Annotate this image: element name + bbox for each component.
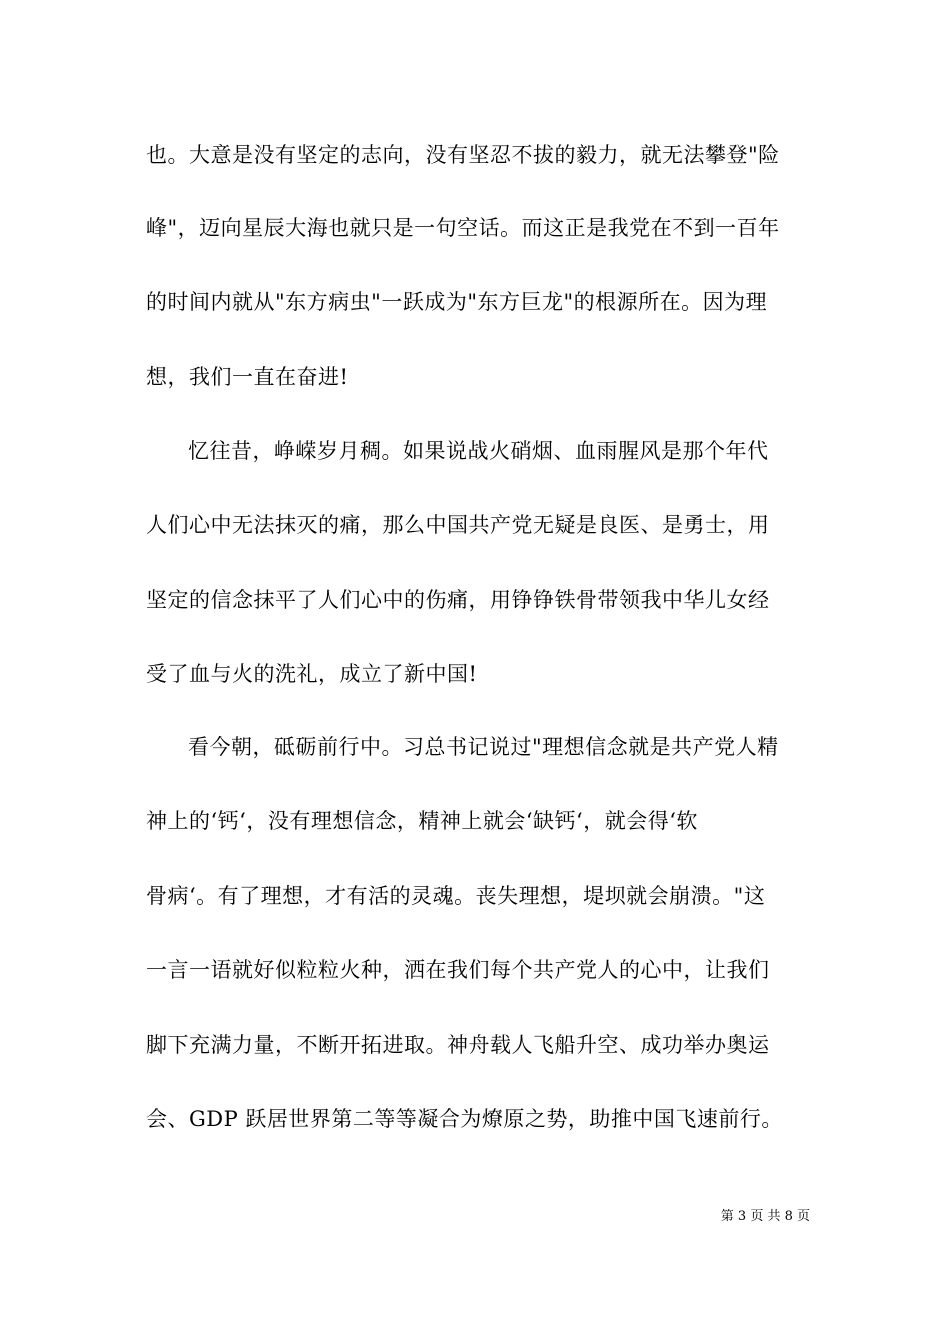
text-line: 一言一语就好似粒粒火种，洒在我们每个共产党人的心中，让我们 — [146, 958, 770, 982]
text-line: 峰"，迈向星辰大海也就只是一句空话。而这正是我党在不到一百年 — [146, 216, 780, 240]
page-number-footer: 第 3 页 共 8 页 — [720, 1209, 810, 1224]
paragraph-first-line: 看今朝，砥砺前行中。习总书记说过"理想信念就是共产党人精 — [188, 735, 779, 759]
text-line: 受了血与火的洗礼，成立了新中国! — [146, 662, 478, 686]
text-line: 人们心中无法抹灭的痛，那么中国共产党无疑是良医、是勇士，用 — [146, 513, 770, 537]
text-line: 坚定的信念抹平了人们心中的伤痛，用铮铮铁骨带领我中华儿女经 — [146, 588, 770, 612]
text-line: 的时间内就从"东方病虫"一跃成为"东方巨龙"的根源所在。因为理 — [146, 290, 768, 314]
paragraph-first-line: 忆往昔，峥嵘岁月稠。如果说战火硝烟、血雨腥风是那个年代 — [188, 439, 769, 463]
text-line: 想，我们一直在奋进! — [146, 365, 349, 389]
text-line: 神上的‘钙‘，没有理想信念，精神上就会‘缺钙‘，就会得‘软 — [146, 809, 698, 833]
text-line: 脚下充满力量，不断开拓进取。神舟载人飞船升空、成功举办奥运 — [146, 1033, 770, 1057]
text-line: 会、GDP 跃居世界第二等等凝合为燎原之势，助推中国飞速前行。 — [146, 1107, 783, 1131]
text-line: 也。大意是没有坚定的志向，没有坚忍不拔的毅力，就无法攀登"险 — [146, 143, 780, 167]
text-line: 骨病‘。有了理想，才有活的灵魂。丧失理想，堤坝就会崩溃。"这 — [146, 884, 766, 908]
